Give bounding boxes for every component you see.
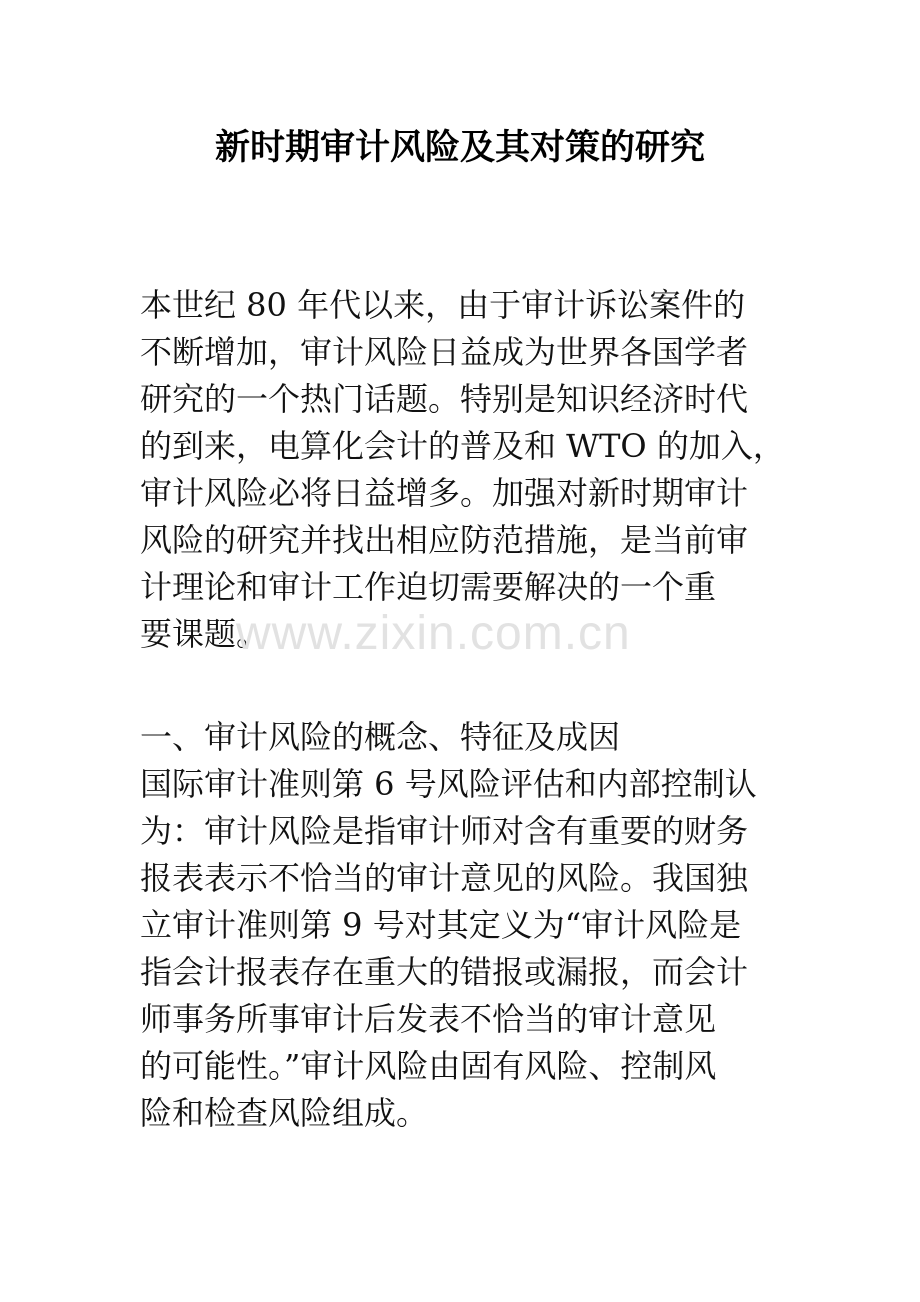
text-line: 立审计准则第 9 号对其定义为“审计风险是 <box>140 906 742 944</box>
text-line: 的到来，电算化会计的普及和 WTO 的加入， <box>140 427 785 465</box>
text-line: 报表表示不恰当的审计意见的风险。我国独 <box>140 859 749 897</box>
text-line: 的可能性。”审计风险由固有风险、控制风 <box>140 1047 717 1085</box>
text-line: 不断增加，审计风险日益成为世界各国学者 <box>140 333 749 371</box>
section-heading: 一、审计风险的概念、特征及成因 <box>140 718 621 756</box>
document-title: 新时期审计风险及其对策的研究 <box>214 128 705 168</box>
text-line: 险和检查风险组成。 <box>140 1094 429 1132</box>
text-line: 本世纪 80 年代以来，由于审计诉讼案件的 <box>140 286 746 324</box>
text-line: 国际审计准则第 6 号风险评估和内部控制认 <box>140 765 757 803</box>
text-line: 计理论和审计工作迫切需要解决的一个重 <box>140 568 717 606</box>
text-line: 审计风险必将日益增多。加强对新时期审计 <box>140 474 749 512</box>
text-line: 指会计报表存在重大的错报或漏报，而会计 <box>140 953 749 991</box>
text-line: 风险的研究并找出相应防范措施，是当前审 <box>140 521 749 559</box>
text-line: 师事务所事审计后发表不恰当的审计意见 <box>140 1000 717 1038</box>
section-1 <box>140 714 800 1137</box>
intro-paragraph <box>140 282 800 658</box>
text-line: 要课题。 <box>140 615 269 653</box>
watermark: www.zixin.com.cn <box>236 607 631 660</box>
text-line: 为：审计风险是指审计师对含有重要的财务 <box>140 812 749 850</box>
text-line: 研究的一个热门话题。特别是知识经济时代 <box>140 380 749 418</box>
